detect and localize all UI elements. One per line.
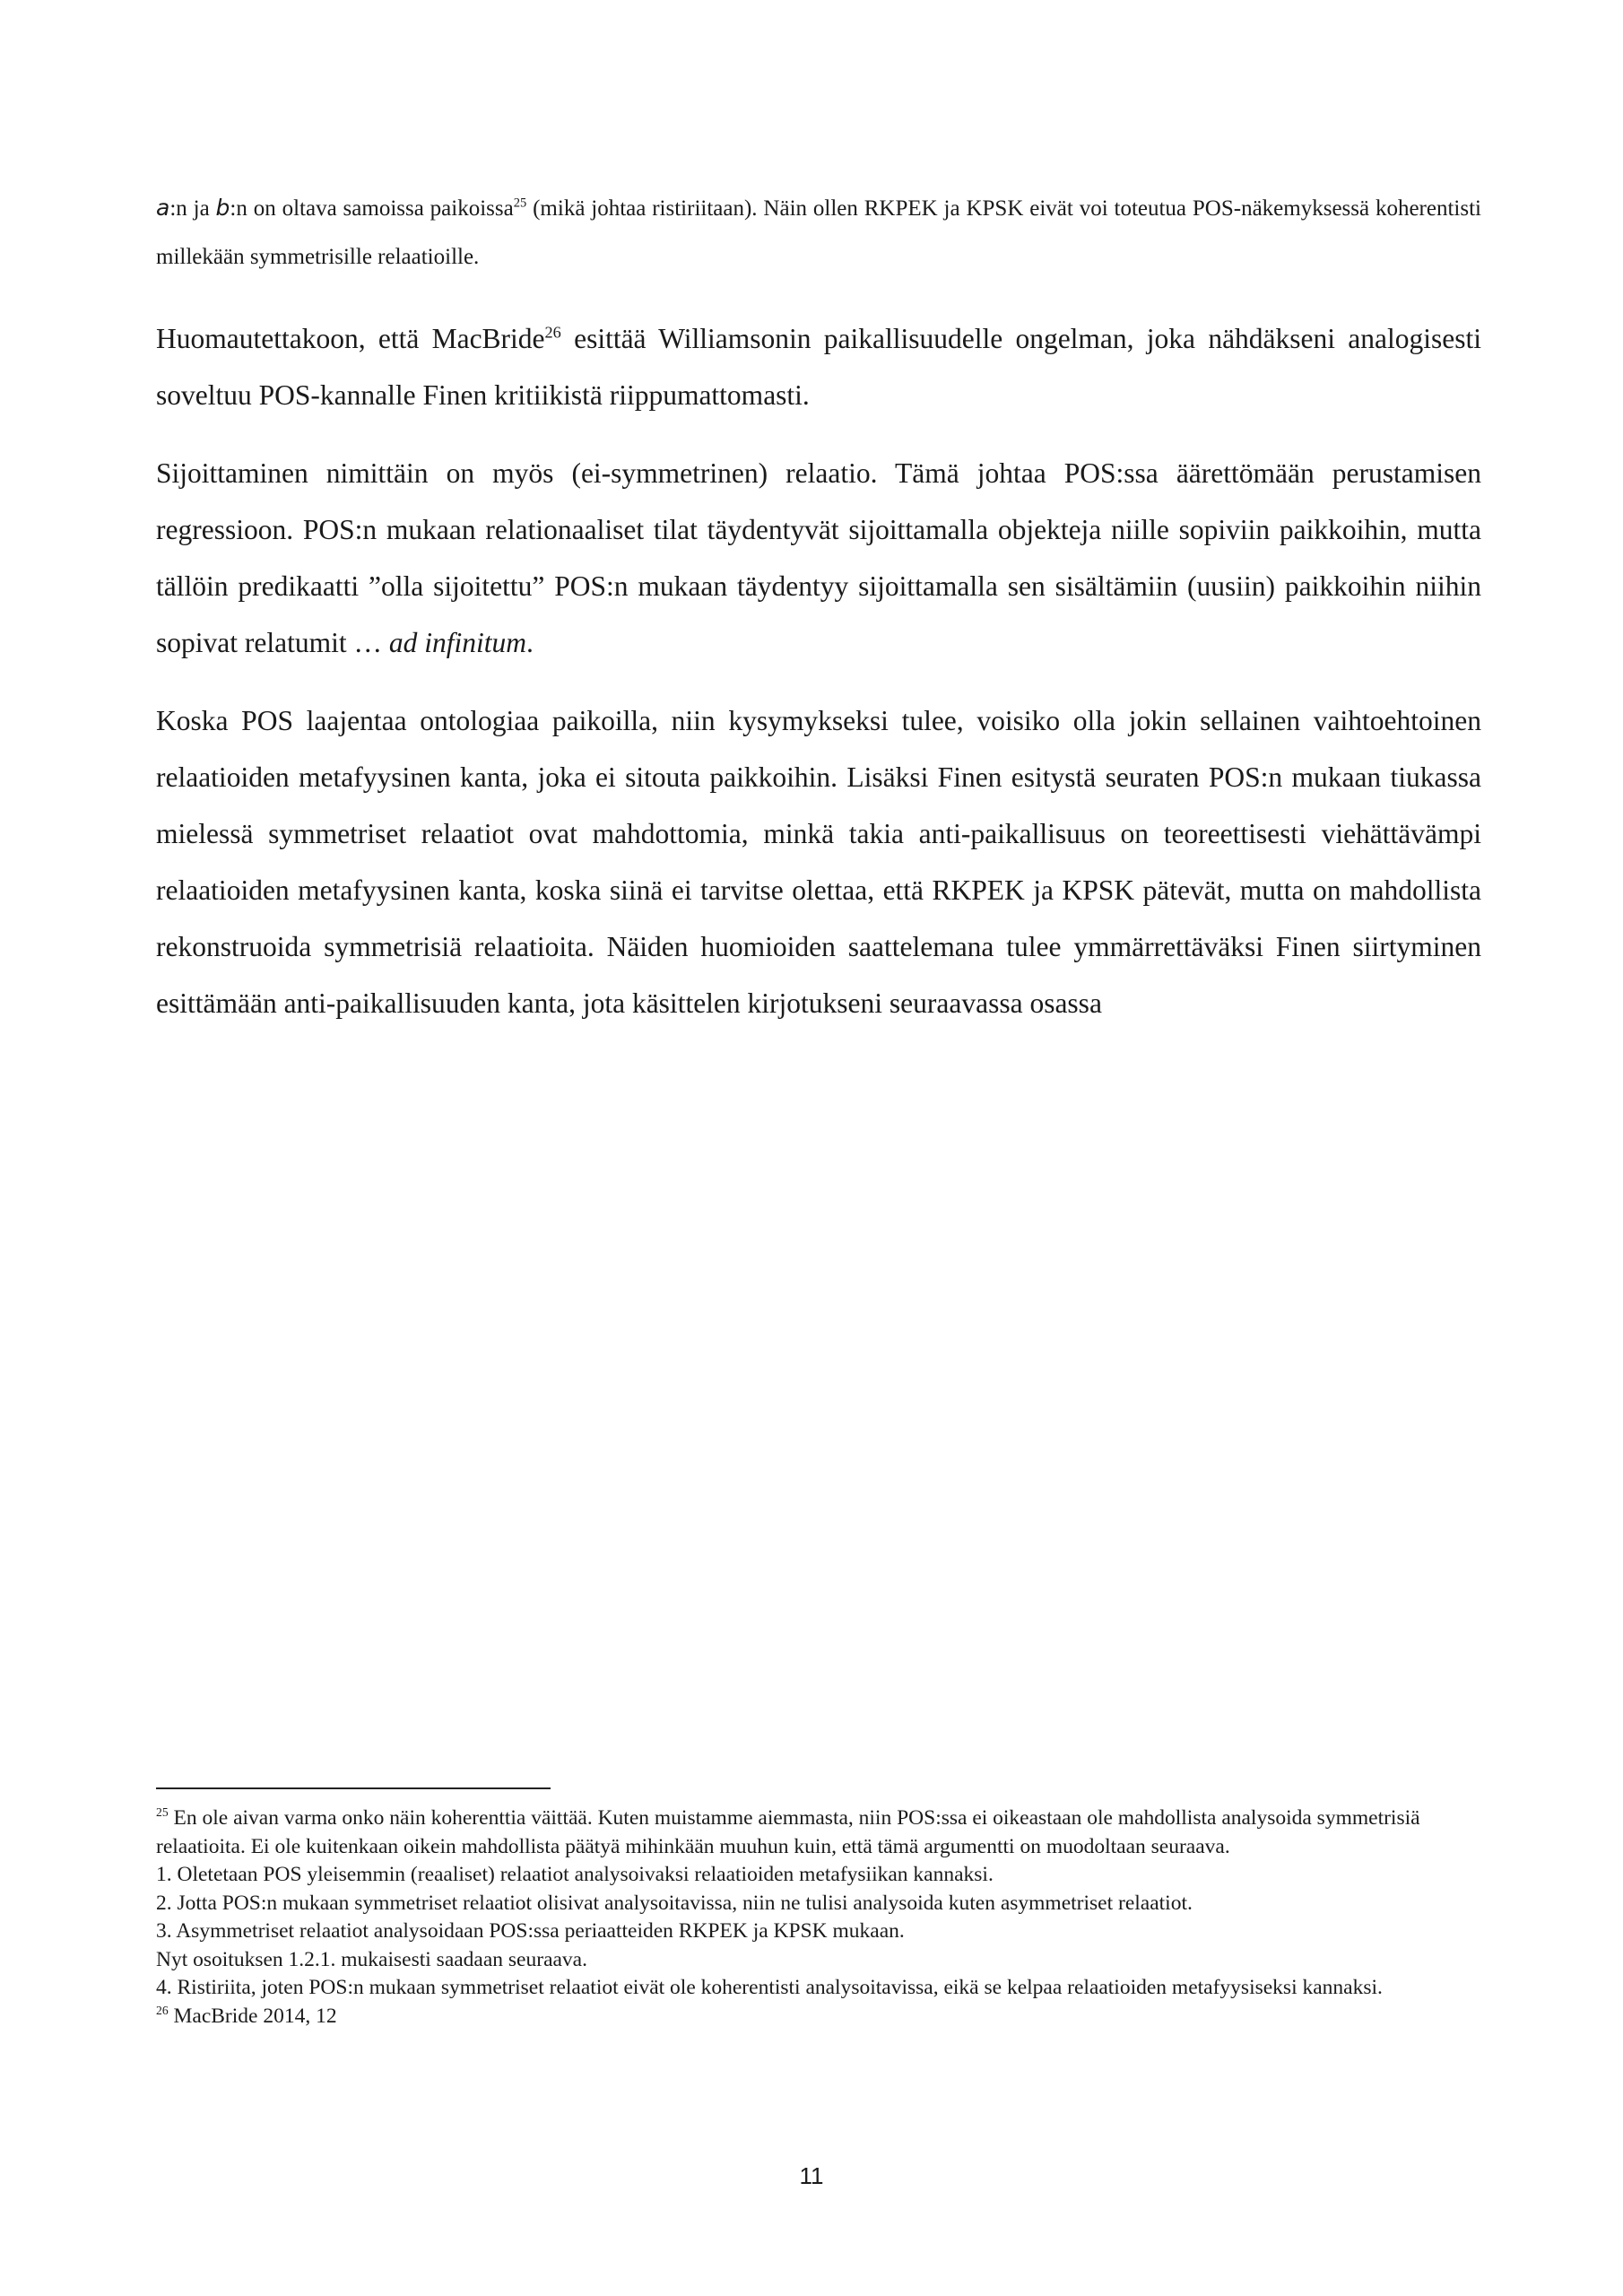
footnote-25-item-2: 2. Jotta POS:n mukaan symmetriset relaatiot olisivat analysoitavissa, niin ne tulisi analysoida kuten asymmetriset relaatiot. <box>156 1891 1193 1915</box>
paragraph-sijoittaminen: Sijoittaminen nimittäin on myös (ei-symmetrinen) relaatio. Tämä johtaa POS:ssa äärettömään perustamisen regressioon. POS:n mukaan relationaaliset tilat täydentyvät sijoittamalla objekteja niille sopiviin paikkoihin, mutta tällöin predikaatti ”olla sijoitettu” POS:n mukaan täydentyy sijoittamalla sen sisältämiin (uusiin) paikkoihin niihin sopivat relatumit … ad infinitum. <box>156 457 1481 658</box>
paragraph-continuation: a:n ja b:n on oltava samoissa paikoissa$^{25}$ (mikä johtaa ristiriitaan). Näin ollen RKPEK ja KPSK eivät voi toteutua POS-näkemyksessä koherentisti millekään symmetrisille relaatioille. <box>156 195 1481 269</box>
footnote-26: $^{26}$ MacBride 2014, 12 <box>156 2003 337 2028</box>
footnote-25-item-4: Nyt osoituksen 1.2.1. mukaisesti saadaan seuraava. <box>156 1947 587 1971</box>
footnote-25-item-5: 4. Ristiriita, joten POS:n mukaan symmetriset relaatiot eivät ole koherentisti analysoitavissa, eikä se kelpaa relaatioiden metafyysiseksi kannaksi. <box>156 1976 1383 1999</box>
footnotes <box>156 1805 1481 2031</box>
footnote-25-item-3: 3. Asymmetriset relaatiot analysoidaan POS:ssa periaatteiden RKPEK ja KPSK mukaan. <box>156 1919 905 1943</box>
footnote-ref-25[interactable]: 25 <box>513 196 527 211</box>
footnote-ref-26[interactable]: 26 <box>544 323 561 342</box>
footnote-number-26: 26 <box>156 2003 169 2017</box>
italic-ad-infinitum: ad infinitum <box>388 627 526 658</box>
footnote-25: $^{25}$ En ole aivan varma onko näin koherenttia väittää. Kuten muistamme aiemmasta, niin POS:ssa ei oikeastaan ole mahdollista analysoida symmetrisiä relaatioita. Ei ole kuitenkaan oikein mahdollista päätyä mihinkään muuhun kuin, että tämä argumentti on muodoltaan seuraava. <box>156 1805 1420 1858</box>
body-text <box>156 184 1481 1053</box>
page-number: 11 <box>799 2162 824 2189</box>
variable-b: b <box>215 195 230 221</box>
paragraph-koska-pos: Koska POS laajentaa ontologiaa paikoilla, niin kysymykseksi tulee, voisiko olla jokin sellainen vaihtoehtoinen relaatioiden metafyysinen kanta, joka ei sitouta paikkoihin. Lisäksi Finen esitystä seuraten POS:n mukaan tiukassa mielessä symmetriset relaatiot ovat mahdottomia, minkä takia anti-paikallisuus on teoreettisesti viehättävämpi relaatioiden metafyysinen kanta, koska siinä ei tarvitse olettaa, että RKPEK ja KPSK pätevät, mutta on mahdollista rekonstruoida symmetrisiä relaatioita. Näiden huomioiden saattelemana tulee ymmärrettäväksi Finen siirtyminen esittämään anti-paikallisuuden kanta, jota käsittelen kirjotukseni seuraavassa osassa <box>156 705 1481 1019</box>
variable-a: a <box>156 195 170 221</box>
paragraph-macbride: Huomautettakoon, että MacBride$^{26}$ esittää Williamsonin paikallisuudelle ongelman, joka nähdäkseni analogisesti soveltuu POS-kannalle Finen kritiikistä riippumattomasti. <box>156 323 1482 411</box>
footnote-number-25: 25 <box>156 1805 169 1820</box>
footnote-25-item-1: 1. Oletetaan POS yleisemmin (reaaliset) relaatiot analysoivaksi relaatioiden metafysiikan kannaksi. <box>156 1863 994 1886</box>
footnote-separator <box>156 1787 551 1789</box>
